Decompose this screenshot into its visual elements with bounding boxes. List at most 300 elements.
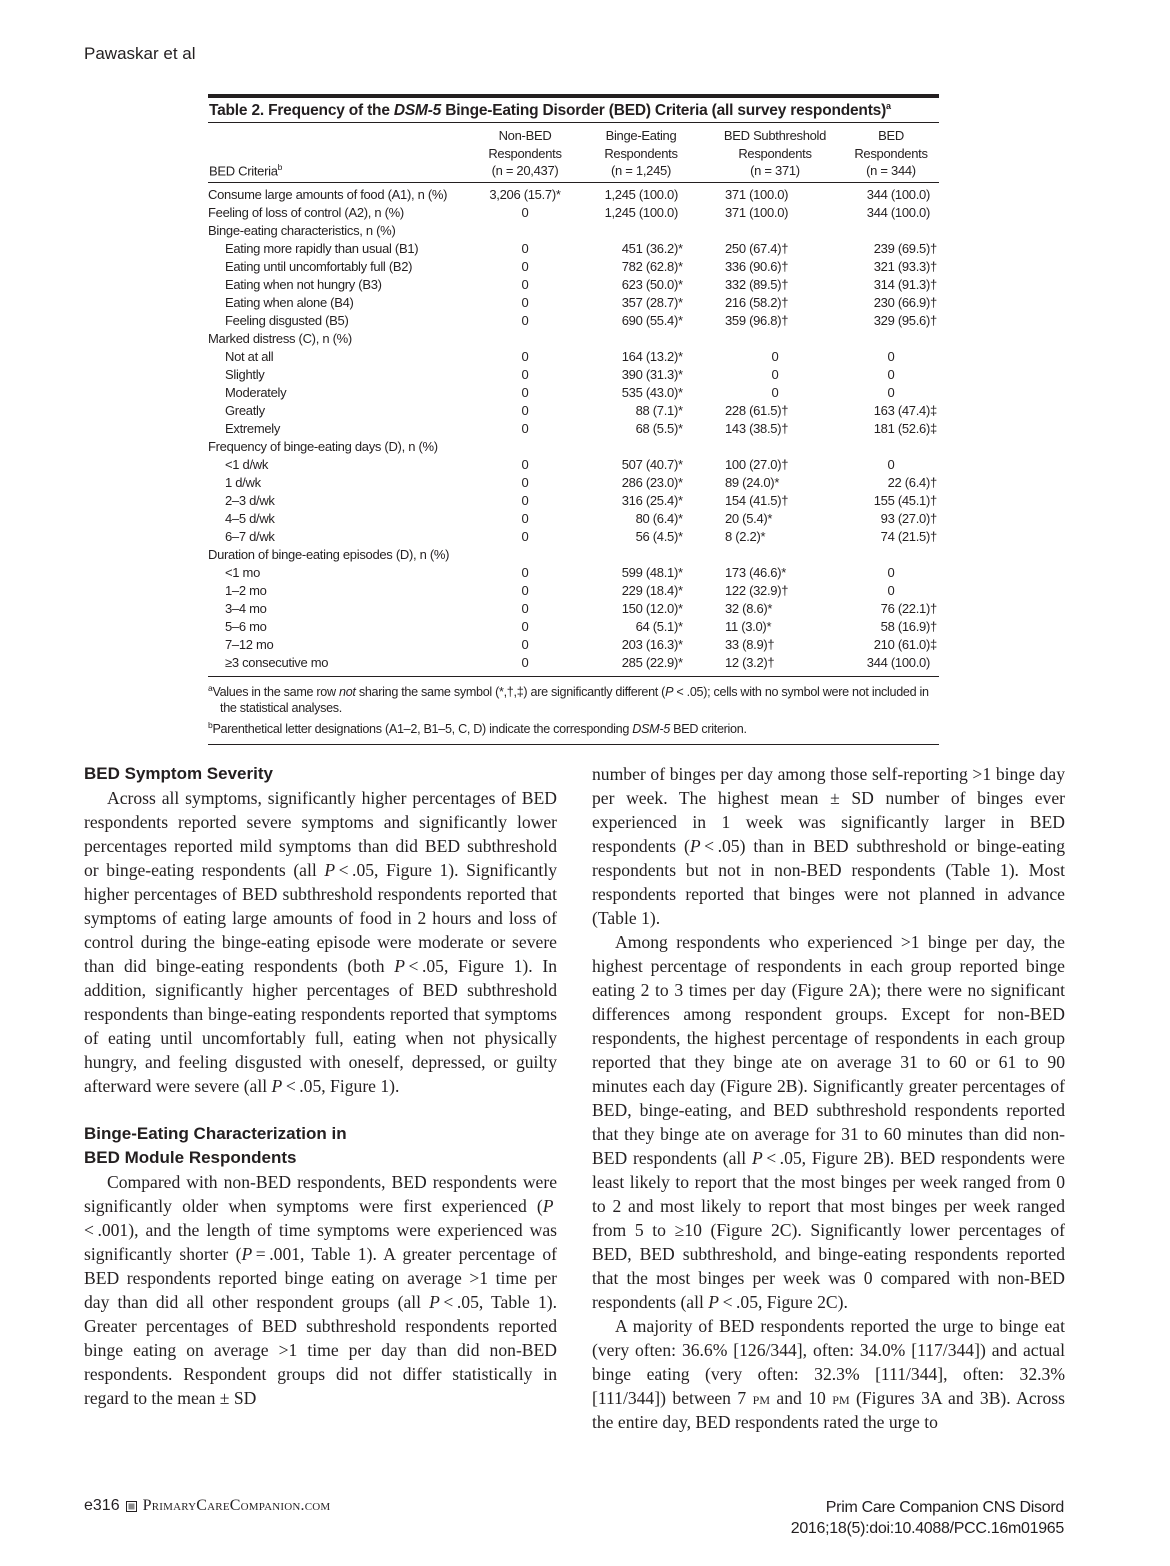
cell-number: 357 (28.7) [621, 294, 678, 310]
table-section-row [208, 222, 939, 240]
cell-number: 0 [521, 402, 529, 418]
footer-left [84, 1497, 330, 1515]
significance-symbol: ‡ [930, 636, 937, 652]
table-footnote [208, 717, 939, 738]
cell-value [843, 348, 939, 366]
significance-symbol: † [930, 312, 937, 328]
table-title-prefix: Table 2. Frequency of the [209, 102, 394, 120]
cell-number: 0 [521, 456, 529, 472]
cell-value [843, 528, 939, 546]
cell-number: 64 (5.1) [635, 618, 678, 634]
cell-value [843, 402, 939, 420]
table-row [208, 564, 939, 582]
significance-symbol: ‡ [930, 402, 937, 418]
cell-value [575, 528, 707, 546]
row-label: Marked distress (C), n (%) [208, 330, 352, 346]
significance-symbol: † [767, 654, 775, 670]
cell-value [843, 276, 939, 294]
significance-symbol: * [767, 600, 773, 616]
table-row [208, 240, 939, 258]
cell-number: 535 (43.0) [621, 384, 678, 400]
table-row [208, 654, 939, 677]
cell-value [707, 474, 843, 492]
table-row [208, 456, 939, 474]
cell-value [475, 276, 575, 294]
table-row [208, 204, 939, 222]
header-line: Binge-Eating [605, 128, 677, 144]
left-column [84, 762, 557, 1410]
cell-number: 68 (5.5) [635, 420, 678, 436]
table-row [208, 600, 939, 618]
cell-value [475, 654, 575, 677]
significance-symbol: † [930, 240, 937, 256]
row-label: Duration of binge-eating episodes (D), n (%) [208, 546, 450, 562]
significance-symbol: † [781, 492, 789, 508]
cell-number: 690 (55.4) [621, 312, 678, 328]
cell-number: 100 (27.0) [725, 456, 782, 472]
significance-symbol: † [781, 276, 789, 292]
cell-value [575, 600, 707, 618]
cell-number: 150 (12.0) [621, 600, 678, 616]
cell-value [575, 384, 707, 402]
footnote-text: sharing the same symbol (*,†,‡) are significantly different ( [355, 684, 666, 699]
cell-value [575, 474, 707, 492]
cell-number: 371 (100.0) [725, 204, 789, 220]
cell-value [475, 528, 575, 546]
cell-value [475, 456, 575, 474]
table-body [208, 182, 939, 676]
cell-number: 33 (8.9) [725, 636, 768, 652]
cell-value [575, 564, 707, 582]
paragraph-binge-characterization: Compared with non-BED respondents, BED respondents were significantly older when symptoms were first experienced (P < .001), and the length of time symptoms were experienced was significantly shorter (P = .001, Table 1). A greater percentage of BED respondents reported binge eating on average >1 time per day than did all other respondent groups (all P < .05, Table 1). Greater percentages of BED subthreshold respondents reported binge eating on average >1 time per day than did non-BED respondents. Respondent groups did not differ statistically in regard to the mean ± SD [84, 1172, 557, 1408]
cell-number: 1,245 (100.0) [604, 204, 678, 220]
footer-right [791, 1497, 1064, 1539]
cell-number: 0 [521, 600, 529, 616]
row-label: Frequency of binge-eating days (D), n (%) [208, 438, 438, 454]
header-line: Respondents [854, 145, 928, 161]
footnote-text: Parenthetical letter designations (A1–2, B1–5, C, D) indicate the corresponding [212, 722, 633, 737]
cell-number: 329 (95.6) [873, 312, 930, 328]
header-line: BED Subthreshold [723, 128, 827, 144]
header-bed [843, 123, 939, 182]
significance-symbol: † [930, 528, 937, 544]
running-head: Pawaskar et al [84, 44, 196, 63]
cell-value [475, 636, 575, 654]
significance-symbol: † [930, 510, 937, 526]
cell-value [475, 182, 575, 204]
cell-number: 8 (2.2) [725, 528, 761, 544]
cell-value [575, 420, 707, 438]
cell-value [475, 294, 575, 312]
row-label: Not at all [225, 348, 274, 364]
cell-number: 0 [521, 384, 529, 400]
significance-symbol: † [930, 294, 937, 310]
header-line: BED [878, 128, 904, 144]
paragraph-urge-to-binge: A majority of BED respondents reported the urge to binge eat (very often: 36.6% [126/344], often: 34.0% [117/344]) and actual binge eating (very often: 32.3% [111/344], often: 32.3% [111/344]) between 7 pm and 10 pm (Figures 3A and 3B). Across the entire day, BED respondents rated the urge to [592, 1316, 1065, 1432]
table-title [208, 98, 939, 123]
cell-number: 0 [521, 276, 529, 292]
significance-symbol: † [781, 258, 789, 274]
cell-number: 344 (100.0) [866, 186, 930, 202]
significance-symbol: * [678, 654, 683, 670]
cell-value [843, 582, 939, 600]
cell-value [707, 240, 843, 258]
row-label: Greatly [225, 402, 265, 418]
significance-symbol: † [781, 456, 789, 472]
footnote-text: < .05); cells with no symbol were not included in the statistical analyses. [220, 684, 929, 716]
cell-number: 0 [521, 312, 529, 328]
cell-value [843, 654, 939, 677]
cell-value [475, 564, 575, 582]
footnote-text: BED criterion. [669, 722, 747, 737]
cell-value [707, 402, 843, 420]
significance-symbol: * [678, 474, 683, 490]
cell-value [475, 582, 575, 600]
cell-number: 316 (25.4) [621, 492, 678, 508]
table-section-row [208, 438, 939, 456]
cell-number: 0 [521, 240, 529, 256]
cell-value [843, 258, 939, 276]
cell-number: 163 (47.4) [873, 402, 930, 418]
cell-value [475, 348, 575, 366]
significance-symbol: * [678, 636, 683, 652]
significance-symbol: * [760, 528, 766, 544]
cell-value [575, 182, 707, 204]
header-line: Respondents [738, 145, 812, 161]
cell-value [575, 240, 707, 258]
cell-number: 143 (38.5) [725, 420, 782, 436]
cell-number: 88 (7.1) [635, 402, 678, 418]
cell-value [707, 276, 843, 294]
cell-number: 0 [887, 384, 895, 400]
cell-value [843, 456, 939, 474]
header-criteria-footnote-marker: b [277, 161, 283, 172]
journal-name: Prim Care Companion CNS Disord [825, 1499, 1064, 1516]
cell-number: 20 (5.4) [725, 510, 768, 526]
cell-number: 0 [521, 366, 529, 382]
row-label: Binge-eating characteristics, n (%) [208, 222, 396, 238]
paragraph-binges-per-day: Among respondents who experienced >1 binge per day, the highest percentage of respondents in each group reported binge eating 2 to 3 times per day (Figure 2A); there were no significant differences among respondent groups. Except for non-BED respondents, the highest percentage of respondents in each group reported that they binge ate on average 31 to 60 or 61 to 90 minutes each day (Figure 2B). Significantly greater percentages of BED, binge-eating, and BED subthreshold respondents reported that they binge ate on average for 31 to 60 minutes than did non-BED respondents (all P < .05, Figure 2B). BED respondents were least likely to report that the most binges per week ranged from 0 to 2 and most likely to report that most binges per week ranged from 5 to ≥10 (Figure 2C). Significantly lower percentages of BED, BED subthreshold, and binge-eating respondents reported that the most binges per week was 0 compared with non-BED respondents (all P < .05, Figure 2C). [592, 932, 1065, 1312]
significance-symbol: * [678, 492, 683, 508]
table-row [208, 474, 939, 492]
significance-symbol: † [930, 600, 937, 616]
cell-value [475, 510, 575, 528]
header-line: (n = 371) [750, 163, 800, 179]
cell-value [707, 366, 843, 384]
table-2 [208, 94, 939, 745]
cell-number: 623 (50.0) [621, 276, 678, 292]
cell-number: 344 (100.0) [866, 204, 930, 220]
cell-value [843, 294, 939, 312]
citation-doi: 2016;18(5):doi:10.4088/PCC.16m01965 [790, 1520, 1064, 1537]
row-label: <1 mo [225, 564, 260, 580]
row-label: 2–3 d/wk [225, 492, 275, 508]
table-row [208, 312, 939, 330]
cell-number: 22 (6.4) [887, 474, 930, 490]
table-row [208, 384, 939, 402]
significance-symbol: † [781, 420, 789, 436]
table-title-suffix: Binge-Eating Disorder (BED) Criteria (all survey respondents) [441, 102, 887, 120]
significance-symbol: * [766, 618, 772, 634]
cell-value [575, 204, 707, 222]
cell-value [843, 510, 939, 528]
row-label: 7–12 mo [225, 636, 274, 652]
cell-value [575, 492, 707, 510]
cell-value [575, 258, 707, 276]
table-row [208, 618, 939, 636]
cell-value [575, 456, 707, 474]
cell-number: 0 [887, 582, 895, 598]
cell-value [843, 420, 939, 438]
table-row [208, 636, 939, 654]
cell-value [475, 492, 575, 510]
cell-number: 32 (8.6) [725, 600, 768, 616]
cell-number: 203 (16.3) [621, 636, 678, 652]
cell-number: 371 (100.0) [725, 186, 789, 202]
header-bed-subthreshold [707, 123, 843, 182]
header-criteria-label: BED Criteria [209, 163, 278, 179]
cell-number: 0 [521, 492, 529, 508]
cell-number: 0 [887, 456, 895, 472]
cell-number: 74 (21.5) [880, 528, 930, 544]
table-title-footnote-marker: a [886, 101, 891, 111]
row-label: Feeling disgusted (B5) [225, 312, 349, 328]
significance-symbol: † [930, 258, 937, 274]
cell-number: 89 (24.0) [725, 474, 775, 490]
significance-symbol: * [678, 366, 683, 382]
cell-value [843, 564, 939, 582]
cell-number: 332 (89.5) [725, 276, 782, 292]
footnote-text: P [665, 684, 674, 699]
table-row [208, 258, 939, 276]
row-label: Moderately [225, 384, 287, 400]
table-row [208, 420, 939, 438]
cell-value [575, 582, 707, 600]
cell-value [707, 312, 843, 330]
cell-number: 286 (23.0) [621, 474, 678, 490]
cell-number: 76 (22.1) [880, 600, 930, 616]
significance-symbol: * [678, 258, 683, 274]
cell-value [843, 366, 939, 384]
table-row [208, 492, 939, 510]
cell-value [475, 618, 575, 636]
row-label: ≥3 consecutive mo [208, 654, 475, 677]
cell-number: 285 (22.9) [621, 654, 678, 670]
cell-value [707, 510, 843, 528]
cell-value [575, 618, 707, 636]
cell-number: 0 [521, 582, 529, 598]
row-label: 1 d/wk [225, 474, 261, 490]
table-data [208, 123, 939, 677]
cell-value [843, 182, 939, 204]
significance-symbol: * [781, 564, 787, 580]
significance-symbol: * [678, 348, 683, 364]
cell-number: 12 (3.2) [725, 654, 768, 670]
significance-symbol: * [678, 618, 683, 634]
header-binge-eating [575, 123, 707, 182]
table-title-italic: DSM-5 [393, 102, 442, 120]
significance-symbol: * [678, 456, 683, 472]
cell-value [475, 474, 575, 492]
significance-symbol: † [781, 294, 789, 310]
header-line: (n = 344) [866, 163, 916, 179]
cell-value [575, 366, 707, 384]
table-row [208, 402, 939, 420]
cell-number: 390 (31.3) [621, 366, 678, 382]
cell-value [707, 564, 843, 582]
significance-symbol: * [678, 294, 683, 310]
cell-number: 0 [521, 294, 529, 310]
cell-number: 0 [887, 564, 895, 580]
significance-symbol: † [930, 276, 937, 292]
cell-value [707, 456, 843, 474]
significance-symbol: ‡ [930, 420, 937, 436]
cell-value [843, 312, 939, 330]
cell-number: 58 (16.9) [880, 618, 930, 634]
table-row [208, 276, 939, 294]
row-label: <1 d/wk [225, 456, 269, 472]
significance-symbol: † [781, 240, 789, 256]
row-label: Feeling of loss of control (A2), n (%) [208, 204, 404, 220]
cell-value [575, 294, 707, 312]
footnote-text: not [339, 684, 356, 699]
significance-symbol: * [555, 186, 561, 202]
significance-symbol: * [767, 510, 773, 526]
table-footnote [208, 680, 939, 717]
cell-number: 80 (6.4) [635, 510, 678, 526]
cell-value [843, 384, 939, 402]
header-line: (n = 1,245) [611, 163, 671, 179]
significance-symbol: * [678, 564, 683, 580]
cell-value [843, 600, 939, 618]
significance-symbol: * [678, 420, 683, 436]
cell-number: 0 [887, 366, 895, 382]
cell-value [843, 492, 939, 510]
cell-number: 164 (13.2) [621, 348, 678, 364]
table-row [208, 348, 939, 366]
cell-number: 0 [521, 636, 529, 652]
cell-number: 93 (27.0) [880, 510, 930, 526]
cell-value [707, 528, 843, 546]
cell-value [475, 258, 575, 276]
row-label: 3–4 mo [225, 600, 267, 616]
footnote-marker: a [208, 682, 213, 693]
cell-value [575, 510, 707, 528]
footnote-marker: b [208, 719, 213, 730]
cell-number: 228 (61.5) [725, 402, 782, 418]
right-column [592, 762, 1065, 1434]
cell-number: 154 (41.5) [725, 492, 782, 508]
cell-number: 239 (69.5) [873, 240, 930, 256]
table-row [208, 510, 939, 528]
significance-symbol: † [767, 636, 775, 652]
significance-symbol: * [678, 402, 683, 418]
footnote-text: Values in the same row [212, 684, 340, 699]
cell-value [475, 402, 575, 420]
table-section-row [208, 546, 939, 564]
cell-number: 230 (66.9) [873, 294, 930, 310]
significance-symbol: † [781, 312, 789, 328]
cell-value [707, 182, 843, 204]
cell-number: 155 (45.1) [873, 492, 930, 508]
row-label: 5–6 mo [225, 618, 267, 634]
cell-number: 0 [771, 348, 779, 364]
cell-value [475, 420, 575, 438]
header-line: (n = 20,437) [491, 163, 559, 179]
header-non-bed [475, 123, 575, 182]
cell-number: 451 (36.2) [621, 240, 678, 256]
significance-symbol: † [930, 492, 937, 508]
square-bullet-icon [126, 1501, 137, 1512]
cell-value [575, 402, 707, 420]
cell-number: 0 [521, 420, 529, 436]
cell-value [475, 384, 575, 402]
significance-symbol: * [774, 474, 780, 490]
row-label: Eating more rapidly than usual (B1) [225, 240, 419, 256]
row-label: 6–7 d/wk [225, 528, 275, 544]
significance-symbol: † [781, 582, 789, 598]
cell-number: 782 (62.8) [621, 258, 678, 274]
cell-value [707, 618, 843, 636]
row-label: 4–5 d/wk [225, 510, 275, 526]
cell-number: 507 (40.7) [621, 456, 678, 472]
cell-number: 56 (4.5) [635, 528, 678, 544]
heading-line: Binge-Eating Characterization in [84, 1124, 347, 1143]
cell-number: 216 (58.2) [725, 294, 782, 310]
significance-symbol: † [781, 402, 789, 418]
cell-value [475, 366, 575, 384]
significance-symbol: * [678, 384, 683, 400]
cell-number: 336 (90.6) [725, 258, 782, 274]
table-header-row [208, 123, 939, 182]
header-line: Non-BED [498, 128, 552, 144]
cell-value [575, 636, 707, 654]
row-label: Consume large amounts of food (A1), n (%) [208, 186, 448, 202]
row-label: Extremely [225, 420, 281, 436]
table-bottom-rule [208, 744, 939, 745]
cell-value [575, 276, 707, 294]
significance-symbol: * [678, 528, 683, 544]
significance-symbol: * [678, 600, 683, 616]
cell-value [707, 582, 843, 600]
footnote-text: DSM-5 [632, 722, 670, 737]
cell-number: 0 [887, 348, 895, 364]
significance-symbol: * [678, 582, 683, 598]
cell-number: 344 (100.0) [866, 654, 930, 670]
table-row [208, 294, 939, 312]
cell-number: 0 [521, 348, 529, 364]
significance-symbol: * [678, 312, 683, 328]
significance-symbol: † [930, 474, 937, 490]
journal-website-link[interactable]: PrimaryCareCompanion.com [142, 1497, 331, 1514]
page-number: e316 [84, 1497, 120, 1514]
cell-value [475, 312, 575, 330]
cell-value [475, 204, 575, 222]
cell-number: 0 [771, 366, 779, 382]
cell-number: 0 [521, 510, 529, 526]
cell-number: 210 (61.0) [873, 636, 930, 652]
table-row [208, 582, 939, 600]
table-row [208, 366, 939, 384]
cell-number: 321 (93.3) [873, 258, 930, 274]
significance-symbol: * [678, 240, 683, 256]
cell-value [575, 348, 707, 366]
table-row [208, 182, 939, 204]
cell-value [843, 474, 939, 492]
cell-value [475, 600, 575, 618]
cell-number: 599 (48.1) [621, 564, 678, 580]
cell-value [707, 492, 843, 510]
